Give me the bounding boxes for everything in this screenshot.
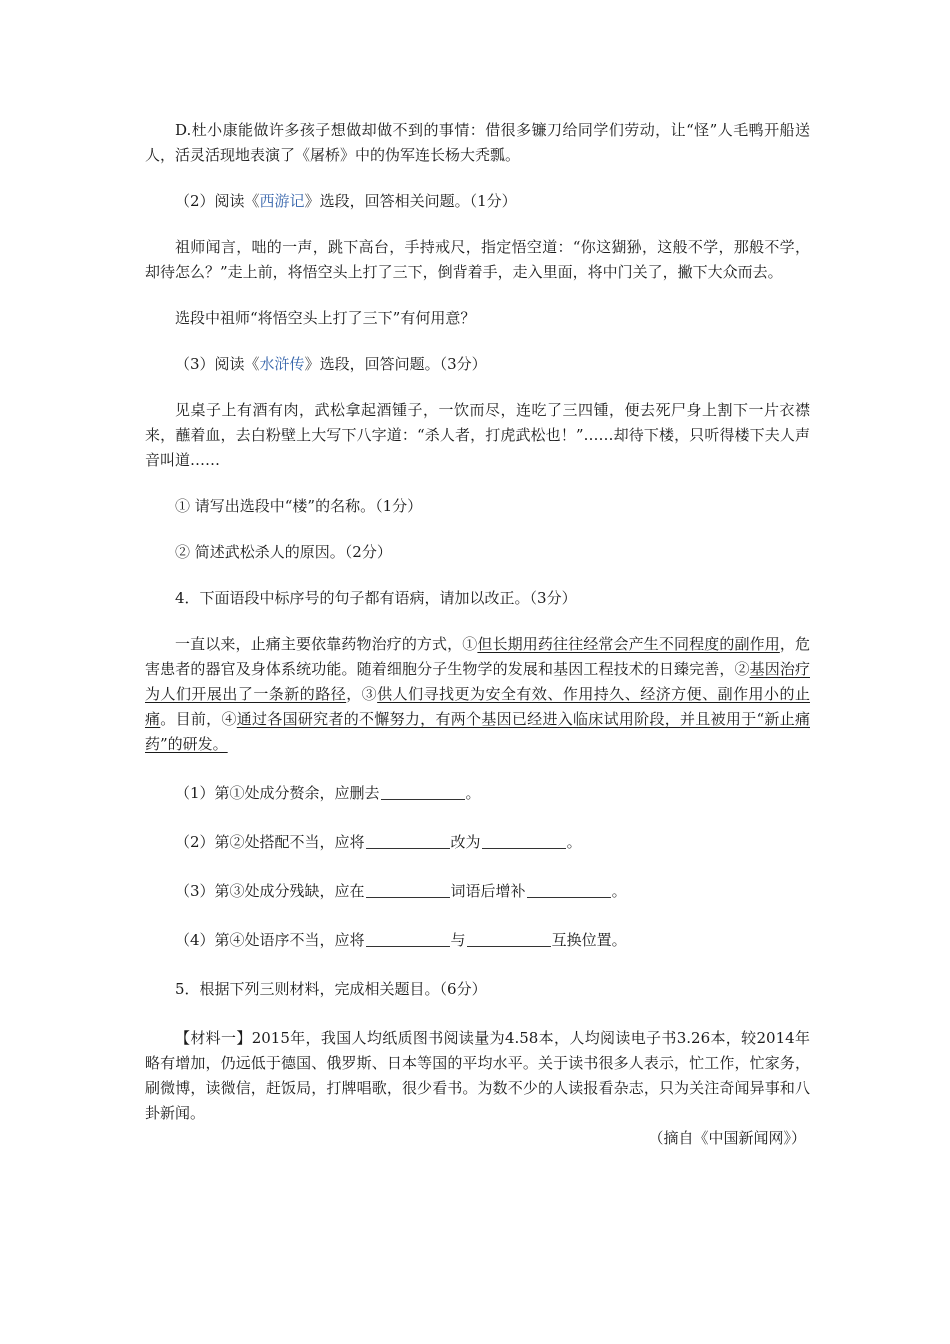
shuihuzhuan-passage: 见桌子上有酒有肉，武松拿起酒锺子，一饮而尽，连吃了三四锺，便去死尸身上割下一片衣襟来，蘸着血，去白粉壁上大写下八字道：“杀人者，打虎武松也！”……却待下楼，只听得楼下夫人声音叫道…… [145,401,810,469]
answer-blank[interactable] [366,932,450,947]
shuihuzhuan-question-1: ① 请写出选段中“楼”的名称。（1分） [175,497,423,515]
xiyouji-question: 选段中祖师“将悟空头上打了三下”有何用意？ [175,309,476,327]
answer-blank[interactable] [381,785,465,800]
question-5-title: 5．根据下列三则材料，完成相关题目。（6分） [175,980,487,998]
shuihuzhuan-question-2: ② 简述武松杀人的原因。（2分） [175,543,392,561]
xiyouji-passage: 祖师闻言，咄的一声，跳下高台，手持戒尺，指定悟空道：“你这猢狲，这般不学，那般不学，却待怎么？”走上前，将悟空头上打了三下，倒背着手，走入里面，将中门关了，撇下大众而去。 [145,238,810,281]
exam-page [145,118,810,1151]
sentence-2: 基因治疗为人们开展出了一条新的路径 [145,660,810,703]
book-link-shuihuzhuan[interactable]: 水浒传 [259,355,305,373]
material-1: 【材料一】2015年，我国人均纸质图书阅读量为4.58本，人均阅读电子书3.26本，较2014年略有增加，仍远低于德国、俄罗斯、日本等国的平均水平。关于读书很多人表示，忙工作，忙家务，刷微博，读微信，赶饭局，打牌唱歌，很少看书。为数不少的人读报看杂志，只为关注奇闻异事和八卦新闻。 [145,1029,810,1122]
answer-blank[interactable] [366,834,450,849]
question-4-passage: 一直以来，止痛主要依靠药物治疗的方式，①但长期用药往往经常会产生不同程度的副作用，危害患者的器官及身体系统功能。随着细胞分子生物学的发展和基因工程技术的日臻完善，②基因治疗为人们开展出了一条新的路径，③供人们寻找更为安全有效、作用持久、经济方便、副作用小的止痛。目前，④通过各国研究者的不懈努力，有两个基因已经进入临床试用阶段，并且被用于“新止痛药”的研发。 [145,635,810,753]
question-4-item-1: （1）第①处成分赘余，应删去 。 [175,784,481,802]
question-4-item-3: （3）第③处成分残缺，应在 词语后增补 。 [175,882,627,900]
sentence-3: 供人们寻找更为安全有效、作用持久、经济方便、副作用小的止痛 [145,685,810,728]
answer-blank[interactable] [467,932,551,947]
sub-question-3-heading: （3）阅读《水浒传》选段，回答问题。（3分） [175,355,487,373]
sentence-4: 通过各国研究者的不懈努力，有两个基因已经进入临床试用阶段，并且被用于“新止痛药”的研发。 [145,710,810,753]
option-d: D.杜小康能做许多孩子想做却做不到的事情：借很多镰刀给同学们劳动，让“怪”人毛鸭开船送人，活灵活现地表演了《屠桥》中的伪军连长杨大秃瓢。 [145,121,810,164]
material-1-source: （摘自《中国新闻网》） [648,1129,806,1147]
question-4-item-4: （4）第④处语序不当，应将 与 互换位置。 [175,931,627,949]
question-4-title: 4．下面语段中标序号的句子都有语病，请加以改正。（3分） [175,589,577,607]
sub-question-2-heading: （2）阅读《西游记》选段，回答相关问题。（1分） [175,192,517,210]
book-link-xiyouji[interactable]: 西游记 [259,192,305,210]
sentence-1: 但长期用药往往经常会产生不同程度的副作用 [477,635,780,653]
answer-blank[interactable] [366,883,450,898]
answer-blank[interactable] [527,883,611,898]
question-4-item-2: （2）第②处搭配不当，应将 改为 。 [175,833,582,851]
answer-blank[interactable] [482,834,566,849]
